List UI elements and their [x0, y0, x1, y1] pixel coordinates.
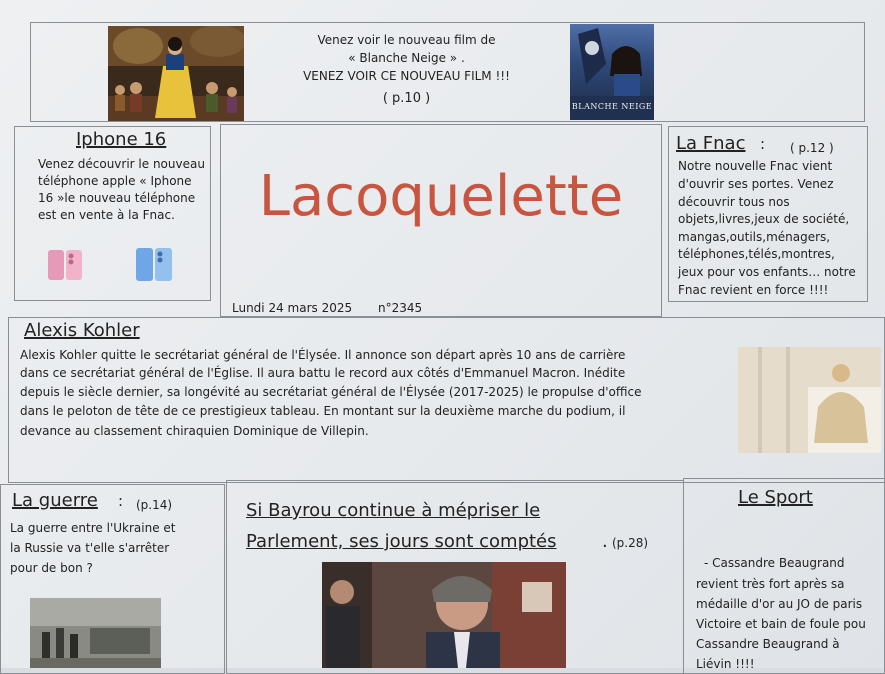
fnac-title: La Fnac — [676, 133, 746, 154]
poster-title: BLANCHE NEIGE — [571, 102, 653, 111]
fnac-text-7: jeux pour vos enfants… notre — [678, 265, 856, 279]
bayrou-title-2: Parlement, ses jours sont comptés — [246, 531, 557, 552]
snow-white-scene-image — [108, 26, 244, 121]
guerre-colon: : — [118, 492, 124, 510]
fnac-text-6: téléphones,télés,montres, — [678, 247, 835, 261]
sport-text-2: revient très fort après sa — [696, 577, 845, 591]
masthead-title: Lacoquelette — [258, 164, 624, 229]
fnac-text-3: découvrir tous nos — [678, 195, 790, 209]
snow-white-poster-image — [570, 24, 654, 120]
kohler-text-4: dans le peloton de tête de ce prestigieux tableau. En montant sur la deuxième marche du podium, il — [20, 404, 626, 418]
issue-date: Lundi 24 mars 2025 — [232, 301, 353, 315]
sport-text-4: Victoire et bain de foule pou — [696, 617, 866, 631]
iphone-text-1: Venez découvrir le nouveau — [38, 157, 205, 171]
guerre-text-2: la Russie va t'elle s'arrêter — [10, 541, 170, 555]
banner-line-1: Venez voir le nouveau film de — [317, 33, 496, 47]
guerre-text-3: pour de bon ? — [10, 561, 93, 575]
bayrou-photo — [322, 562, 566, 668]
war-photo — [30, 598, 161, 668]
fnac-text-2: d'ouvrir ses portes. Venez — [678, 177, 834, 191]
banner-line-2: « Blanche Neige » . — [348, 51, 465, 65]
fnac-text-4: objets,livres,jeux de société, — [678, 212, 850, 226]
fnac-text-5: mangas,outils,ménagers, — [678, 230, 831, 244]
blue-iphone-image — [128, 240, 180, 292]
issue-number: n°2345 — [378, 301, 423, 315]
kohler-text-1: Alexis Kohler quitte le secrétariat général de l'Élysée. Il annonce son départ après 10 ans de carrière — [20, 348, 626, 362]
banner-line-3: VENEZ VOIR CE NOUVEAU FILM !!! — [303, 69, 510, 83]
iphone-text-2: téléphone apple « Iphone — [38, 174, 192, 188]
iphone-text-3: 16 »le nouveau téléphone — [38, 191, 196, 205]
bayrou-dot: . — [602, 531, 608, 552]
bayrou-title-1: Si Bayrou continue à mépriser le — [246, 500, 541, 521]
kohler-title: Alexis Kohler — [24, 320, 140, 341]
guerre-text-1: La guerre entre l'Ukraine et — [10, 521, 176, 535]
guerre-title: La guerre — [12, 490, 98, 511]
kohler-text-3: depuis le siècle dernier, sa longévité au secrétariat général de l'Élysée (2017-2025) le propulse d'office — [20, 385, 642, 399]
bayrou-page: (p.28) — [612, 536, 649, 550]
guerre-page: (p.14) — [136, 498, 173, 512]
iphone-title: Iphone 16 — [76, 129, 167, 150]
fnac-text-8: Fnac revient en force !!!! — [678, 283, 829, 297]
banner-line-4: ( p.10 ) — [382, 91, 431, 106]
sport-title: Le Sport — [738, 487, 813, 508]
fnac-page: ( p.12 ) — [790, 141, 834, 155]
sport-text-3: médaille d'or au JO de paris — [696, 597, 863, 611]
kohler-text-2: dans ce secrétariat général de l'Église. Il aura battu le record aux côtés d'Emmanuel Macron. Inédite — [20, 366, 626, 380]
fnac-text-1: Notre nouvelle Fnac vient — [678, 159, 833, 173]
elysee-photo — [738, 347, 881, 453]
sport-text-5: Cassandre Beaugrand à — [696, 637, 840, 651]
pink-iphone-image — [40, 240, 92, 292]
kohler-text-5: devance au classement chiraquien Dominique de Villepin. — [20, 424, 369, 438]
iphone-text-4: est en vente à la Fnac. — [38, 208, 175, 222]
fnac-colon: : — [760, 135, 766, 153]
sport-text-1: - Cassandre Beaugrand — [704, 556, 845, 570]
sport-text-6: Liévin !!!! — [696, 657, 755, 671]
